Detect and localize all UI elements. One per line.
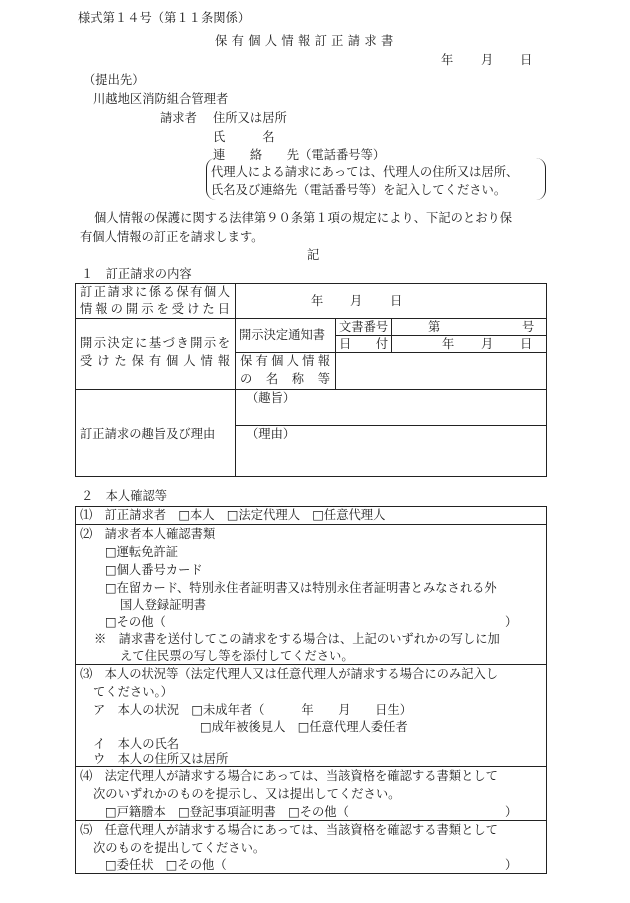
notice-label: 開示決定通知書 bbox=[239, 328, 326, 342]
r5-options: □委任状 □その他（ bbox=[105, 858, 227, 872]
r3-person-name: イ 本人の氏名 bbox=[93, 737, 180, 751]
submit-to-name: 川越地区消防組合管理者 bbox=[93, 92, 229, 106]
row3-label: 訂正請求の趣旨及び理由 bbox=[80, 427, 216, 441]
date-day: 日 bbox=[520, 53, 533, 67]
page-title: 保有個人情報訂正請求書 bbox=[215, 34, 398, 48]
row2-label-line2: 受けた保有個人情報 bbox=[80, 354, 230, 368]
section2-heading: ２ 本人確認等 bbox=[81, 489, 168, 503]
r2-option-mynumber: □個人番号カード bbox=[105, 563, 203, 577]
r4-options: □戸籍謄本 □登記事項証明書 □その他（ bbox=[105, 805, 349, 819]
doc-number-label: 文書番号 bbox=[339, 320, 389, 334]
r5-line1: ⑸ 任意代理人が請求する場合にあっては、当該資格を確認する書類として bbox=[80, 823, 498, 837]
row1-label-line1: 訂正請求に係る保有個人 bbox=[80, 285, 230, 299]
notice-date-day: 日 bbox=[520, 337, 533, 351]
r2-note-line2: えて住民票の写し等を添付してください。 bbox=[120, 649, 354, 663]
requester-name: 氏 名 bbox=[213, 130, 275, 144]
submit-to-label: （提出先） bbox=[83, 73, 145, 87]
r2-option-residence-card: □在留カード、特別永住者証明書又は特別永住者証明書とみなされる外 bbox=[105, 581, 497, 595]
purpose-label: （趣旨） bbox=[246, 391, 296, 405]
requester-address: 住所又は居所 bbox=[213, 111, 287, 125]
date-month: 月 bbox=[481, 53, 494, 67]
info-name-line1: 保有個人情報 bbox=[240, 354, 330, 368]
intro-line2: 有個人情報の訂正を請求します。 bbox=[80, 230, 264, 244]
agent-note-line1: 代理人による請求にあっては、代理人の住所又は居所、 bbox=[211, 165, 519, 179]
r3-title-line2: てください。） bbox=[93, 685, 173, 699]
reason-label: （理由） bbox=[246, 427, 296, 441]
r4-line2: 次のいずれかのものを提示し、又は提出してください。 bbox=[93, 787, 401, 801]
row1-year: 年 bbox=[311, 294, 324, 308]
section1-heading: １ 訂正請求の内容 bbox=[81, 267, 192, 281]
row1-day: 日 bbox=[390, 294, 403, 308]
r3-person-status: ア 本人の状況 □未成年者（ 年 月 日生） bbox=[93, 703, 413, 717]
doc-number-go: 号 bbox=[522, 320, 535, 334]
r5-options-close: ） bbox=[505, 858, 518, 872]
agent-note-line2: 氏名及び連絡先（電話番号等）を記入してください。 bbox=[211, 183, 507, 197]
doc-number-dai: 第 bbox=[428, 320, 441, 334]
r2-option-other: □その他（ bbox=[105, 615, 166, 629]
date-label: 日 付 bbox=[339, 337, 389, 351]
notice-date-month: 月 bbox=[481, 337, 494, 351]
r2-option-other-close: ） bbox=[505, 615, 518, 629]
r3-person-status-cont: □成年被後見人 □任意代理人委任者 bbox=[200, 720, 408, 734]
r2-option-license: □運転免許証 bbox=[105, 545, 179, 559]
r2-note-line1: ※ 請求書を送付してこの請求をする場合は、上記のいずれかの写しに加 bbox=[94, 632, 500, 646]
row1-label-line2: 情報の開示を受けた日 bbox=[80, 302, 230, 316]
r4-options-close: ） bbox=[505, 805, 518, 819]
notice-date-year: 年 bbox=[442, 337, 455, 351]
requester-label: 請求者 bbox=[160, 111, 197, 125]
r4-line1: ⑷ 法定代理人が請求する場合にあっては、当該資格を確認する書類として bbox=[80, 769, 498, 783]
form-number: 様式第１４号（第１１条関係） bbox=[78, 11, 251, 25]
requester-contact: 連 絡 先（電話番号等） bbox=[213, 148, 386, 162]
intro-line1: 個人情報の保護に関する法律第９０条第１項の規定により、下記のとおり保 bbox=[94, 211, 513, 225]
ki-mark: 記 bbox=[307, 248, 320, 262]
r3-title-line1: ⑶ 本人の状況等（法定代理人又は任意代理人が請求する場合にのみ記入し bbox=[80, 667, 499, 681]
r2-option-residence-card-cont: 国人登録証明書 bbox=[120, 598, 207, 612]
row1-month: 月 bbox=[350, 294, 363, 308]
date-year: 年 bbox=[441, 53, 454, 67]
r5-line2: 次のものを提出してください。 bbox=[93, 841, 266, 855]
r1-requester-type: ⑴ 訂正請求者 □本人 □法定代理人 □任意代理人 bbox=[80, 508, 386, 522]
r2-title: ⑵ 請求者本人確認書類 bbox=[80, 527, 216, 541]
info-name-line2: の 名 称 等 bbox=[240, 372, 330, 386]
r3-person-address: ウ 本人の住所又は居所 bbox=[93, 752, 229, 766]
row2-label-line1: 開示決定に基づき開示を bbox=[80, 336, 230, 350]
